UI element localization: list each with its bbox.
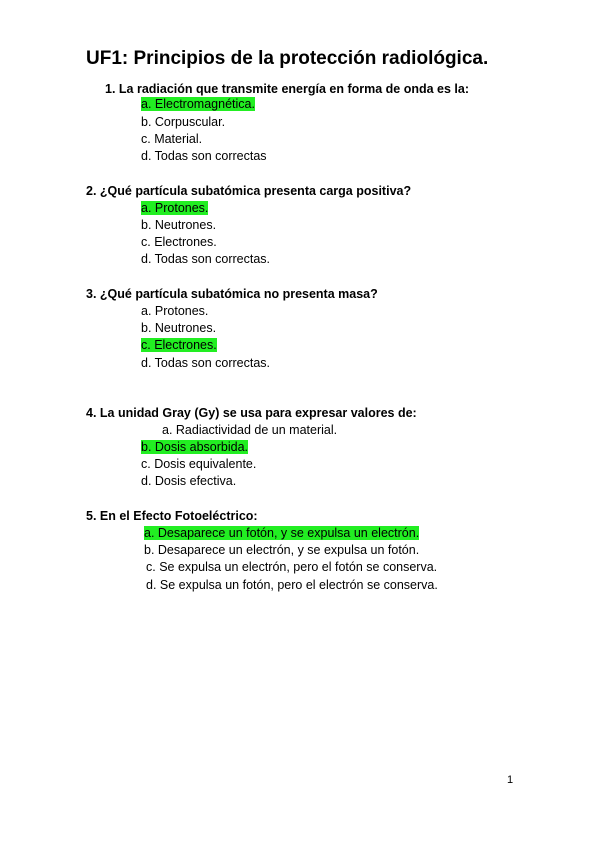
question-3-option-d: d. Todas son correctas. xyxy=(141,356,271,370)
page-number: 1 xyxy=(507,774,514,786)
answer-highlight: c. Electrones. xyxy=(141,338,217,352)
question-1-option-a xyxy=(141,97,255,112)
answer-highlight: a. Desaparece un fotón, y se expulsa un electrón. xyxy=(144,526,420,540)
question-2-option-d: d. Todas son correctas. xyxy=(141,252,271,266)
question-3-option-c xyxy=(141,338,217,353)
question-4: 4. La unidad Gray (Gy) se usa para expresar valores de: xyxy=(86,406,417,420)
question-4-option-b xyxy=(141,440,248,455)
question-1: 1. La radiación que transmite energía en forma de onda es la: xyxy=(105,82,469,96)
question-4-option-c: c. Dosis equivalente. xyxy=(141,457,257,471)
question-2: 2. ¿Qué partícula subatómica presenta carga positiva? xyxy=(86,184,412,198)
question-2-option-a xyxy=(141,201,208,216)
answer-highlight: a. Electromagnética. xyxy=(141,97,255,111)
answer-highlight: b. Dosis absorbida. xyxy=(141,440,249,454)
question-3-option-b: b. Neutrones. xyxy=(141,321,217,335)
question-4-option-a: a. Radiactividad de un material. xyxy=(162,423,338,437)
question-3-option-a: a. Protones. xyxy=(141,304,209,318)
question-2-option-c: c. Electrones. xyxy=(141,235,217,249)
question-5-option-a xyxy=(144,526,419,541)
question-1-option-d: d. Todas son correctas xyxy=(141,149,267,163)
question-5-option-c: c. Se expulsa un electrón, pero el fotón se conserva. xyxy=(146,560,438,574)
question-4-option-d: d. Dosis efectiva. xyxy=(141,474,237,488)
question-5-option-b: b. Desaparece un electrón, y se expulsa un fotón. xyxy=(144,543,420,557)
question-2-option-b: b. Neutrones. xyxy=(141,218,217,232)
answer-highlight: a. Protones. xyxy=(141,201,209,215)
question-5-option-d: d. Se expulsa un fotón, pero el electrón se conserva. xyxy=(146,578,438,592)
question-3: 3. ¿Qué partícula subatómica no presenta masa? xyxy=(86,287,378,301)
question-1-option-b: b. Corpuscular. xyxy=(141,115,226,129)
question-5: 5. En el Efecto Fotoeléctrico: xyxy=(86,509,258,523)
question-1-option-c: c. Material. xyxy=(141,132,203,146)
page-title: UF1: Principios de la protección radiológica. xyxy=(86,48,489,69)
